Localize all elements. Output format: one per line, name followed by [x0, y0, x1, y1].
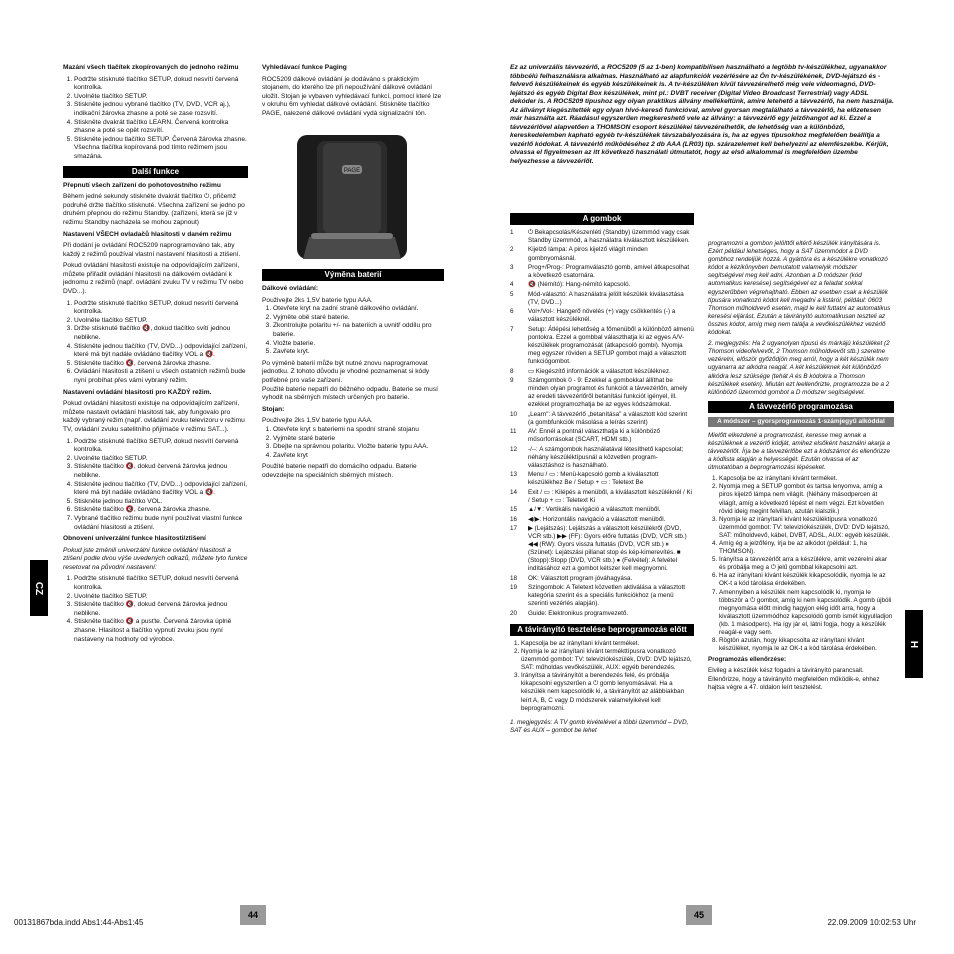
numbered-list	[510, 640, 694, 713]
list-item: 6. Stiskněte tlačítko 🔇, červená žárovka zhasne.	[74, 506, 248, 515]
left-page-column-2	[262, 64, 444, 122]
right-page-column-1	[510, 213, 694, 738]
section-title: Vyhledávací funkce Paging	[262, 64, 347, 71]
list-item: 2. Uvolněte tlačítko SETUP.	[74, 317, 248, 326]
numbered-list	[262, 426, 444, 460]
language-tab-cz	[30, 560, 48, 616]
item-text: ◀/▶: Horizontális navigáció a választott menüből.	[528, 515, 666, 523]
left-page-column-2-lower	[262, 265, 444, 483]
section-title: Stojan:	[262, 405, 285, 413]
item-number: 19	[510, 584, 518, 592]
button-description-list	[510, 229, 694, 618]
page-number-right: 45	[686, 905, 712, 925]
list-item	[510, 291, 694, 307]
item-number: 18	[510, 574, 518, 582]
list-item	[510, 525, 694, 574]
section-title: Přepnutí všech zařízení do pohotovostního režimu	[63, 181, 221, 189]
list-item: 1. Podržte stisknuté tlačítko SETUP, dokud nesvítí červená kontrolka.	[74, 438, 248, 455]
section-title: Dálkové ovládání:	[262, 285, 319, 292]
list-item	[510, 246, 694, 262]
paragraph: Pokud jste změnili univerzální funkce ovládání hlasitosti a ztišení podle dvou výše uvedených odkazů, můžete tyto funkce resetovat na původní nastavení:	[63, 546, 248, 571]
list-item: 2. Vyjměte staré baterie	[273, 435, 444, 444]
list-item: 3. Držte stisknuté tlačítko 🔇, dokud tlačítko svítí jednou neblikne.	[74, 325, 248, 342]
remote-in-stand-image	[297, 135, 407, 259]
item-number: 8	[510, 367, 514, 375]
subsection-bar-method-a: A módszer – gyorsprogramozás 1-számjegyű alkóddal	[708, 417, 894, 427]
intro-paragraph: Ez az univerzális távvezérlő, a ROC5209 (5 az 1-ben) kompatibilisen használható a legtöbb tv-készülékhez, ugyanakkor többcélú felhasználásra alkalmas. Használható az alapfunkciók vezérlésére az Ön tv-készülékének, DVD-lejátszó és -felvevő készülékeinek és egyéb készülékeinek is. A tv-készüléken kívül távvezérelhető még vele videomagnó, DVD-lejátszó és egyéb Digital Box készülékek, mint pl.: DVBT receiver (Digital Video Broadcast Terrestrial) vagy ADSL dekóder is. A ROC5209 típushoz egy olyan praktikus állvány mellékeltünk, amire letehető a távvezérlő, ha nem használja. Az állványt kiegészítették egy olyan hívó-kereső funkcióval, amivel gyorsan megtalálható a távvezérlő, ha előzetesen már használta azt. Ráadásul egyszerűen megkereshető vele az állvány: a távvezérlő egy jelzőhangot ad ki. Ezzel a távvezérlővel alapvetően a THOMSON csoport készülékei távvezérelhetők, de lehetőség van a különböző, kereskedelemben kapható egyéb tv-készülékek távszabályozására is, ha az egyes típusokhoz megfelelően beállítja a vezérlő kódokat. A távvezérlő működéséhez 2 db AAA (LR03) tip. szárazelemet kell behelyezni az elemfészekbe. Kérjük, olvassa el figyelmesen az itt következő használati útmutatót, hogy az első alkalommal is megfelelően üzembe helyezhesse a távvezérlőt.	[510, 64, 894, 165]
item-number: 11	[510, 428, 517, 436]
tab-label: CZ	[33, 581, 45, 595]
item-text: ▶ (Lejátszás): Lejátszás a választott készülékről (DVD, VCR stb.) ▶▶ (FF): Gyors előre futtatás (DVD, VCR stb.) ◀◀ (RW): Gyors vissza futtatás (DVD, VCR stb.) ⏸ (Szünet): Lejátszási pillanat stop és kép-kimerevítés. ■ (Stopp):Stopp (DVD, VCR stb.) ● (Felvétel): A felvétel indításához ezt a gombot kétszer kell megnyomni.	[528, 524, 687, 573]
list-item	[510, 516, 694, 524]
list-item: 3. Nyomja le az irányítani kívánt készüléktípusra vonatkozó üzemmód gombot: TV: televiziókészülék, DVD: DVD lejátszó, SAT: műholdvevő, kábel, DVBT, ADSL, AUX: egyéb készülék.	[719, 516, 894, 540]
numbered-list	[63, 575, 248, 644]
list-item: 5. Stiskněte jednou tlačítko VOL.	[74, 498, 248, 507]
list-item: 4. Stiskněte jednou tlačítko (TV, DVD...) odpovídající zařízení, které má být nadále ovládáno tlačítky VOL a 🔇.	[74, 481, 248, 498]
list-item: 7. Amennyiben a készülék nem kapcsolódik ki, nyomja le többször a ⏻ gombot, amíg ki nem kapcsolódik. A gomb újbóli megnyomása előtt mindig hagyjon elég időt arra, hogy a kiválasztott üzemmódhoz kapcsolódó gomb ismét kigyulladjon (kb. 1 másodperc). Ha így jár el, látni fogja, hogy a készülék reagál-e vagy sem.	[719, 589, 894, 638]
note-2: 2. megjegyzés: Ha 2 ugyanolyan típusú és márkájú készüléket (2 Thomson videofelvevőt, 2 Thomson műholdvevőt stb.) szeretne vezérelni, először győződjön meg arról, hogy a két készülék nem ugyanarra az alkódra reagál. A két készüléknek két különböző alkódra lesz szüksége (tehát A és B kódokra a Thomson készülékek esetén). Miután ezt leellenőrizte, programozza be a 2 különböző üzemmód gombot a D módszer segítségével.	[708, 340, 890, 396]
list-item	[510, 229, 694, 245]
left-page-column-1	[63, 64, 248, 647]
note-1-start: 1. megjegyzés: A TV gomb kivételével a többi üzemmód – DVD, SAT és AUX – gombot be lehet	[510, 718, 689, 734]
item-text: Számgombok 0 - 9: Ezekkel a gombokkal állíthat be minden olyan programot és funkciót a távvezérlőn, amely az eredeti távvezérlőről betanítási funkciót igényel, ill. ezekkel programozhatja be az egyes kódszámokat.	[528, 376, 688, 409]
item-number: 16	[510, 515, 518, 523]
remote-stand-illustration	[297, 135, 407, 259]
paragraph: Při dodání je ovládání ROC5209 naprogramováno tak, aby každý z režimů používal vlastní nastavení hlasitosti a ztišení.	[63, 242, 241, 258]
right-page-intro	[510, 64, 894, 169]
item-number: 3	[510, 263, 514, 271]
item-number: 12	[510, 445, 518, 453]
list-item: 1. Otevřete kryt s bateriemi na spodní straně stojanu	[273, 426, 444, 435]
list-item	[510, 575, 694, 583]
item-number: 7	[510, 325, 514, 333]
list-item	[510, 610, 694, 618]
list-item	[510, 308, 694, 324]
section-title: Obnovení univerzální funkce hlasitosti/ztišení	[63, 535, 206, 543]
numbered-list	[262, 305, 444, 357]
list-item: 5. Irányítsa a távvezérlőt arra a készülékre, amit vezérelni akar és próbálja meg a ⏻ jelű gombbal kikapcsolni azt.	[719, 556, 894, 572]
list-item	[510, 428, 694, 444]
list-item: 2. Uvolněte tlačítko SETUP.	[74, 93, 248, 102]
item-text: Setup: Átlépési lehetőség a főmenüből a különböző almenü pontokra. Ezzel a gombbal választhatja ki az egyes A/V-készülékek programozását (átkapcsoló gombi). Nyomja meg egyszer röviden a SETUP gombot majd a választott funkciógombot.	[528, 325, 694, 366]
list-item: 5. Zavřete kryt.	[273, 348, 444, 357]
paragraph: Po výměně baterií může být nutné znovu naprogramovat jednotku. Z tohoto důvodu je vhodné poznamenat si kódy potřebné pro vaše zařízení.	[262, 359, 430, 384]
item-number: 20	[510, 609, 518, 617]
item-text: Színgombok: A Teletext közvetlen aktiválása a választott kategória szerint és a speciális funkciókhoz (a menü szerinti vezérlés alapján).	[528, 584, 686, 608]
list-item: 2. Nyomja le az irányítani kívánt termékttípusra vonatkozó üzemmód gombot: TV: televiziókészülék, DVD: DVD lejátszó, SAT: műholdas vevőkészülék, AUX: egyéb berendezés.	[521, 648, 694, 672]
numbered-list	[708, 475, 894, 653]
paragraph: Použivejte 2ks 1,5V baterie typu AAA.	[262, 417, 373, 425]
item-text: Vol+/Vol-: Hangerő növelés (+) vagy csökkentés (-) a választott készüléknél.	[528, 308, 676, 324]
list-item	[510, 326, 694, 366]
item-text: AV: Ennél a pontnál választhatja ki a különböző műsorforrásokat (SCART, HDMI stb.)	[528, 428, 660, 444]
list-item: 7. Vybrané tlačítko režimu bude nyní používat vlastní funkce ovládání hlasitosti a ztišení.	[74, 515, 248, 532]
list-item	[510, 281, 694, 289]
page-number-left: 44	[240, 905, 266, 925]
item-text: ⏻ Bekapcsolás/Készenléti (Standby) üzemmód vagy csak Standby üzemmód, a használatra kiválasztott készüléken.	[528, 229, 690, 245]
item-number: 10	[510, 410, 518, 418]
item-number: 9	[510, 376, 514, 384]
list-item	[510, 506, 694, 514]
list-item: 8. Rögtön azután, hogy kikapcsolta az irányítani kívánt készüléket, nyomja le az OK-t a kód tárolása érdekében.	[719, 637, 894, 653]
list-item: 3. Irányítsa a távirányítót a berendezés felé, és próbálja kikapcsolni egyszerűen a ⏻ gomb lenyomásával. Ha a készülék nem kapcsolódik ki, a távirányítót az alábbiakban leírt A, B, C vagy D módszerek valamelyikével kell beprogramozni.	[521, 672, 694, 712]
list-item	[510, 489, 694, 505]
tab-label: H	[908, 640, 920, 648]
item-number: 15	[510, 506, 518, 514]
section-bar-programming: A távvezérlő programozása	[708, 401, 894, 413]
paragraph: Elvileg a készülék kész fogadni a távirányító parancsait. Ellenőrizze, hogy a távirányító megfelelően működik-e, ehhez hajtsa végre a 47. oldalon leírt tesztelést.	[708, 667, 880, 691]
list-item: 3. Zkontrolujte polaritu +/- na bateriích a uvnitř oddílu pro baterie.	[273, 322, 444, 339]
item-text: Menu / ▭ : Menü-kapcsoló gomb a kiválasztott készülékhez Be / Setup + ▭ : Teletext Be	[528, 471, 659, 487]
list-item: 1. Otevřete kryt na zadní straně dálkového ovládání.	[273, 305, 444, 314]
section-bar-more-functions: Další funkce	[63, 166, 248, 178]
list-item: 3. Stiskněte jednou vybrané tlačítko (TV, DVD, VCR aj.), indikační žárovka zhasne a poté se zase rozsvítí.	[74, 101, 248, 118]
paragraph: Použivejte 2ks 1,5V baterie typu AAA.	[262, 296, 373, 304]
item-text: „Learn": A távvezérlő „betanítása" a választott kód szerint (a gombfunkciók másolása a leírás szerint)	[528, 410, 688, 426]
item-text: Guide: Elektronikus programvezető.	[528, 609, 629, 617]
item-number: 6	[510, 308, 514, 316]
list-item: 1. Podržte stisknuté tlačítko SETUP, dokud nesvítí červená kontrolka.	[74, 300, 248, 317]
list-item	[510, 377, 694, 409]
list-item: 3. Dbejte na správnou polaritu. Vložte baterie typu AAA.	[273, 443, 444, 452]
section-title: Mazání všech tlačítek zkopírovaných do jednoho režimu	[63, 64, 239, 71]
list-item: 3. Stiskněte tlačítko 🔇, dokud červená žárovka jednou neblikne.	[74, 601, 248, 618]
item-text: -/--: A számgombok használatával létesíthető kapcsolat; néhány készüléktípusnál a közvetlen program-választáshoz is használható.	[528, 445, 684, 469]
paragraph: Mielőtt elkezdené a programozást, keresse meg annak a készüléknek a vezérlő kódját, amihez elsőként használni akarja a távvezérlőt. Írja be a távvezérlőbe ezt a kódszámot és ellenőrizze a kódlista alapján a helyességét. Ezután olvassa el az útmutatóban a beprogramozási lépéseket.	[708, 431, 891, 472]
paragraph: Pokud ovládání hlasitosti existuje na odpovídajícím zařízení, můžete nastavit ovládání hlasitosti tak, aby fungovalo pro každý vybraný režim (např. ovládání zvuku televizoru v režimu TV, ovládání zvuku satelitního přijímače v režimu SAT...).	[63, 400, 245, 433]
list-item	[510, 446, 694, 470]
section-bar-battery: Výměna baterií	[262, 269, 444, 281]
list-item: 4. Stiskněte tlačítko 🔇 a pusťte. Červená žárovka úplně zhasne. Hlasitost a tlačítko vypnutí zvuku jsou nyní nastaveny na hodnoty od výrobce.	[74, 618, 248, 644]
section-title: Nastavení ovládání hlasitosti pro KAŽDÝ režim.	[63, 388, 212, 396]
item-number: 5	[510, 290, 514, 298]
list-item: 2. Uvolněte tlačítko SETUP.	[74, 593, 248, 602]
page-button-label: PAGE	[343, 168, 361, 174]
right-page-column-2	[708, 240, 894, 695]
item-number: 1	[510, 229, 514, 236]
language-tab-h	[905, 610, 923, 678]
item-text: Exit / ▭ : Kilépés a menüből, a kiválasztott készüléknél / Ki / Setup + ▭ : Teletext Ki	[528, 488, 693, 504]
list-item	[510, 411, 694, 427]
footer-right: 22.09.2009 10:02:53 Uhr	[827, 918, 916, 927]
item-text: Mód-választó: A használatra jelölt készülék kiválasztása (TV, DVD...)	[528, 290, 684, 306]
paragraph: Během jedné sekundy stiskněte dvakrát tlačítko ⏻, přičemž podruhé držte tlačítko stisknuté. Všechna zařízení se jedno po druhém přepnou do režimu Standby. (zařízení, která se již v režimu Standby nacházela se mohou zapnout)	[63, 193, 245, 226]
item-number: 2	[510, 246, 514, 254]
list-item	[510, 584, 694, 608]
list-item: 6. Ha az irányítani kívánt készülék kikapcsolódik, nyomja le az OK-t a kód tárolása érdekében.	[719, 572, 894, 588]
item-text: OK: Választott program jóváhagyása.	[528, 574, 633, 582]
list-item	[510, 471, 694, 487]
section-title: Programozás ellenőrzése:	[708, 656, 787, 664]
list-item	[510, 264, 694, 280]
list-item: 4. Stiskněte dvakrát tlačítko LEARN. Červená kontrolka zhasne a poté se opět rozsvítí.	[74, 119, 248, 136]
item-number: 14	[510, 488, 518, 496]
list-item: 4. Zavřete kryt	[273, 452, 444, 461]
item-text: ▭ Kiegészítő információk a választott készüléknez.	[528, 367, 671, 375]
list-item: 2. Uvolněte tlačítko SETUP.	[74, 455, 248, 464]
item-text: ▲/▼: Vertikális navigáció a választott menüből.	[528, 506, 661, 514]
item-text: 🔇 (Némító): Hang-némító kapcsoló.	[528, 281, 631, 289]
list-item: 4. Amíg ég a jelzőfény, írja be az alkódot (például: 1, ha THOMSON).	[719, 540, 894, 556]
numbered-list	[63, 438, 248, 533]
section-bar-test: A távirányító tesztelése beprogramozás előtt	[510, 624, 694, 636]
list-item: 1. Podržte stisknuté tlačítko SETUP, dokud nesvítí červená kontrolka.	[74, 76, 248, 93]
list-item: 1. Kapcsolja be az irányítani kívánt terméket.	[719, 475, 894, 483]
numbered-list	[63, 76, 248, 162]
list-item	[510, 368, 694, 376]
footer-left: 00131867bda.indd Abs1:44-Abs1:45	[14, 918, 144, 927]
list-item: 2. Vyjměte obě staré baterie.	[273, 314, 444, 323]
item-number: 4	[510, 281, 514, 289]
list-item: 4. Stiskněte jednou tlačítko (TV, DVD...) odpovídající zařízení, které má být nadále ovládáno tlačítky VOL a 🔇.	[74, 343, 248, 360]
item-text: Prog+/Prog-: Programválasztó gomb, amivel átkapcsolhat a következő csatornára.	[528, 263, 690, 280]
list-item: 3. Stiskněte tlačítko 🔇, dokud červená žárovka jednou neblikne.	[74, 463, 248, 480]
list-item: 4. Vložte baterie.	[273, 340, 444, 349]
section-bar-buttons: A gombok	[510, 213, 694, 225]
list-item: 6. Ovládání hlasitosti a ztišení u všech ostatních režimů bude nyní probíhat přes vámi vybraný režim.	[74, 368, 248, 385]
list-item: 1. Podržte stisknuté tlačítko SETUP, dokud nesvítí červená kontrolka.	[74, 575, 248, 592]
list-item: 5. Stiskněte jednou tlačítko SETUP. Červená žárovka zhasne. Všechna tlačítka kopírovaná pod tímto režimem jsou smazána.	[74, 136, 248, 162]
list-item: 2. Nyomja meg a SETUP gombot és tartsa lenyomva, amíg a piros kijelző lámpa nem világít. (Néhány másodpercen át világít, amíg a következő lépést el nem végzi. Ezt követően rövid ideig megint felvillan, azután kialszik.)	[719, 483, 894, 515]
list-item: 5. Stiskněte tlačítko 🔇, červená žárovka zhasne.	[74, 360, 248, 369]
item-number: 13	[510, 471, 518, 479]
paragraph: Použité baterie nepatří do běžného odpadu. Baterie se musí vyhodit na sběrných místech určených pro baterie.	[262, 385, 438, 402]
section-title: Nastavení VŠECH ovladačů hlasitosti v daném režimu	[63, 230, 232, 238]
item-number: 17	[510, 524, 518, 532]
item-text: Kijelző lámpa: A piros kijelző világít minden gombnyomásnál.	[528, 246, 648, 262]
paragraph: Pokud ovládání hlasitosti existuje na odpovídajícím zařízení, můžete přiřadit ovládání hlasitosti na dálkovém ovládání k jednomu z režimů (např. ovládání zvuku TV v režimu TV nebo DVD...).	[63, 262, 244, 296]
numbered-list	[63, 300, 248, 386]
paragraph: Použité baterie nepatří do domácího odpadu. Baterie odevzdejte na speciálních sběrných místech.	[262, 463, 417, 479]
note-1-continued: programozni a gombon jelölttől eltérő készülék irányítására is. Ezért például lehetséges, hogy a SAT üzemmódot a DVD gombhoz rendeljük hozzá. A gyártóra és a készülékre vonatkozó kódot a kézikönyvben bemutatott valamelyik módszer segítségével meg kell adni. Azonban a D módszer (kód automatikus keresése) segítségével ez a feladat sokkal egyszerűbben végrehajtható. Ebben az esetben csak a készülék típusára vonatkozó kódot kell megadni a listáról, például: 0603 Thomson műholdvevő esetén, majd le kell futtatni az automatikus keresési eljárást. Ezután a távirányító automatikusan teszteli az összes kódot, amíg meg nem találja a vevőkészülékhez vezérlő kódokat.	[708, 240, 891, 337]
list-item: 1. Kapcsolja be az irányítani kívánt terméket.	[521, 640, 694, 648]
paragraph: ROC5209 dálkové ovládání je dodáváno s praktickým stojanem, do kterého lze při nepoužívání dálkové ovládání uložit. Stojan je vybaven vyhledávací funkcí, pomocí které lze v okruhu 6m vyhledat dálkové ovládání. Stiskněte tlačítko PAGE, nalezené dálkové ovládání vydá signalizační tón.	[262, 75, 442, 117]
